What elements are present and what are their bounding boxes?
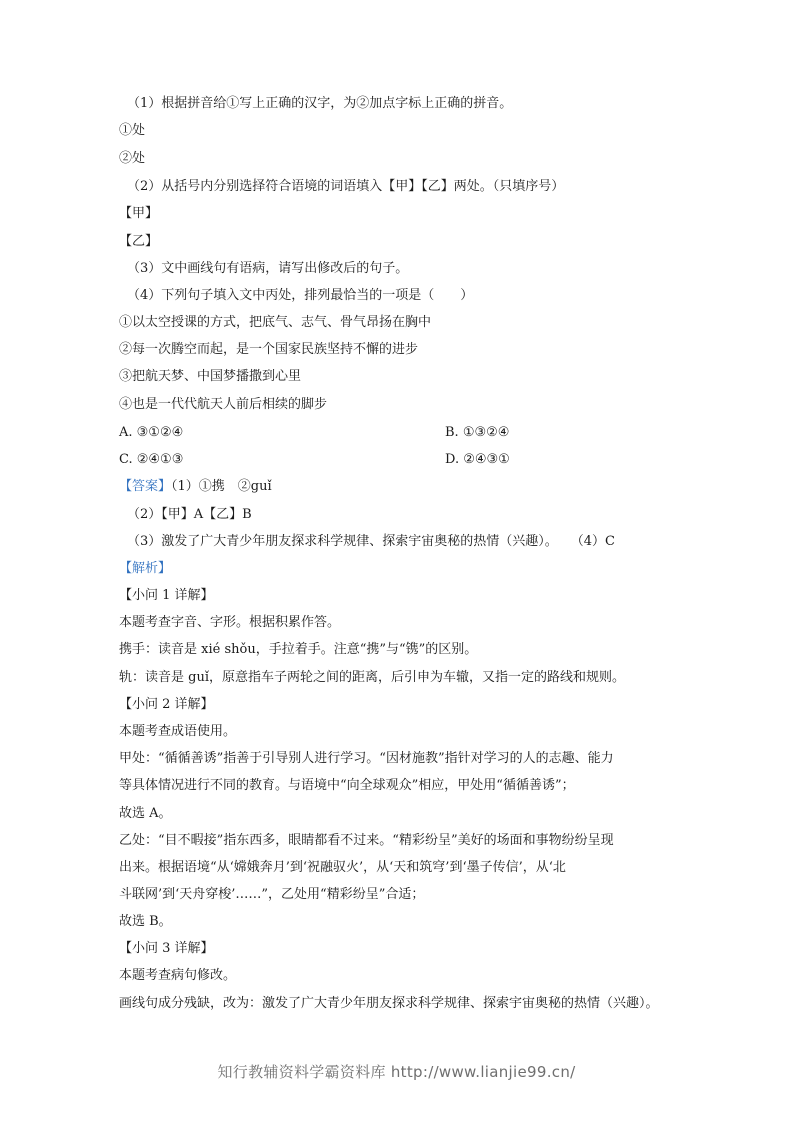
analysis-text: 出来。根据语境“从‘嫦娥奔月’到‘祝融驭火’，从‘天和筑穹’到‘墨子传信’，从‘北 xyxy=(119,860,566,875)
question-4: （4）下列句子填入文中丙处，排列最恰当的一项是（ ） xyxy=(127,288,474,303)
analysis-text: 本题考查病句修改。 xyxy=(119,968,237,983)
analysis-text: 本题考查成语使用。 xyxy=(119,724,237,739)
answer-line-1 xyxy=(119,478,679,496)
question-4-sentence-2: ②每一次腾空而起，是一个国家民族坚持不懈的进步 xyxy=(119,342,419,357)
question-1-blank-a: ①处 xyxy=(119,123,146,138)
question-2-blank-jia: 【甲】 xyxy=(119,206,159,221)
option-a: A. ③①②④ xyxy=(119,425,184,440)
analysis-text: 等具体情况进行不同的教育。与语境中“向全球观众”相应，甲处用“循循善诱”； xyxy=(119,778,575,793)
question-1: （1）根据拼音给①写上正确的汉字，为②加点字标上正确的拼音。 xyxy=(127,96,513,111)
question-4-sentence-3: ③把航天梦、中国梦播撒到心里 xyxy=(119,369,302,384)
option-c: C. ②④①③ xyxy=(119,452,184,467)
options-row-2 xyxy=(119,451,679,469)
analysis-text: 本题考查字音、字形。根据积累作答。 xyxy=(119,615,341,630)
footer-watermark: 知行教辅资料学霸资料库 http://www.lianjie99.cn/ xyxy=(217,1063,576,1081)
analysis-text: 携手：读音是 xié shǒu，手拉着手。注意“携”与“镌”的区别。 xyxy=(119,642,478,657)
analysis-text: 画线句成分残缺，改为：激发了广大青少年朋友探求科学规律、探索宇宙奥秘的热情（兴趣）。 xyxy=(119,996,659,1011)
question-4-sentence-1: ①以太空授课的方式，把底气、志气、骨气昂扬在胸中 xyxy=(119,315,432,330)
analysis-text: 乙处：“目不暇接”指东西多，眼睛都看不过来。“精彩纷呈”美好的场面和事物纷纷呈现 xyxy=(119,833,614,848)
question-3: （3）文中画线句有语病，请写出修改后的句子。 xyxy=(127,261,409,276)
answer-tag: 【答案】 xyxy=(119,479,172,494)
analysis-text: 故选 B。 xyxy=(119,914,172,929)
option-b: B. ①③②④ xyxy=(445,425,510,440)
analysis-heading-2: 【小问 2 详解】 xyxy=(119,697,214,712)
question-2-blank-yi: 【乙】 xyxy=(119,234,159,249)
question-4-sentence-4: ④也是一代代航天人前后相续的脚步 xyxy=(119,397,328,412)
analysis-text: 轨：读音是 guǐ，原意指车子两轮之间的距离，后引申为车辙，又指一定的路线和规则。 xyxy=(119,670,625,685)
answer-3-4: （3）激发了广大青少年朋友探求科学规律、探索宇宙奥秘的热情（兴趣）。 （4）C xyxy=(127,534,615,549)
analysis-heading-1: 【小问 1 详解】 xyxy=(119,588,214,603)
analysis-tag: 【解析】 xyxy=(119,561,172,576)
options-row-1 xyxy=(119,424,679,442)
question-1-blank-b: ②处 xyxy=(119,151,146,166)
answer-2: （2）【甲】A【乙】B xyxy=(127,507,252,522)
analysis-text: 甲处：“循循善诱”指善于引导别人进行学习。“因材施教”指针对学习的人的志趣、能力 xyxy=(119,751,614,766)
question-2: （2）从括号内分别选择符合语境的词语填入【甲】【乙】两处。（只填序号） xyxy=(127,179,565,194)
option-d: D. ②④③① xyxy=(445,452,510,467)
answer-1: （1）①携 ②guǐ xyxy=(171,479,272,494)
analysis-text: 斗联网’到‘天舟穿梭’……”，乙处用“精彩纷呈”合适； xyxy=(119,887,425,902)
analysis-heading-3: 【小问 3 详解】 xyxy=(119,941,214,956)
analysis-text: 故选 A。 xyxy=(119,806,172,821)
